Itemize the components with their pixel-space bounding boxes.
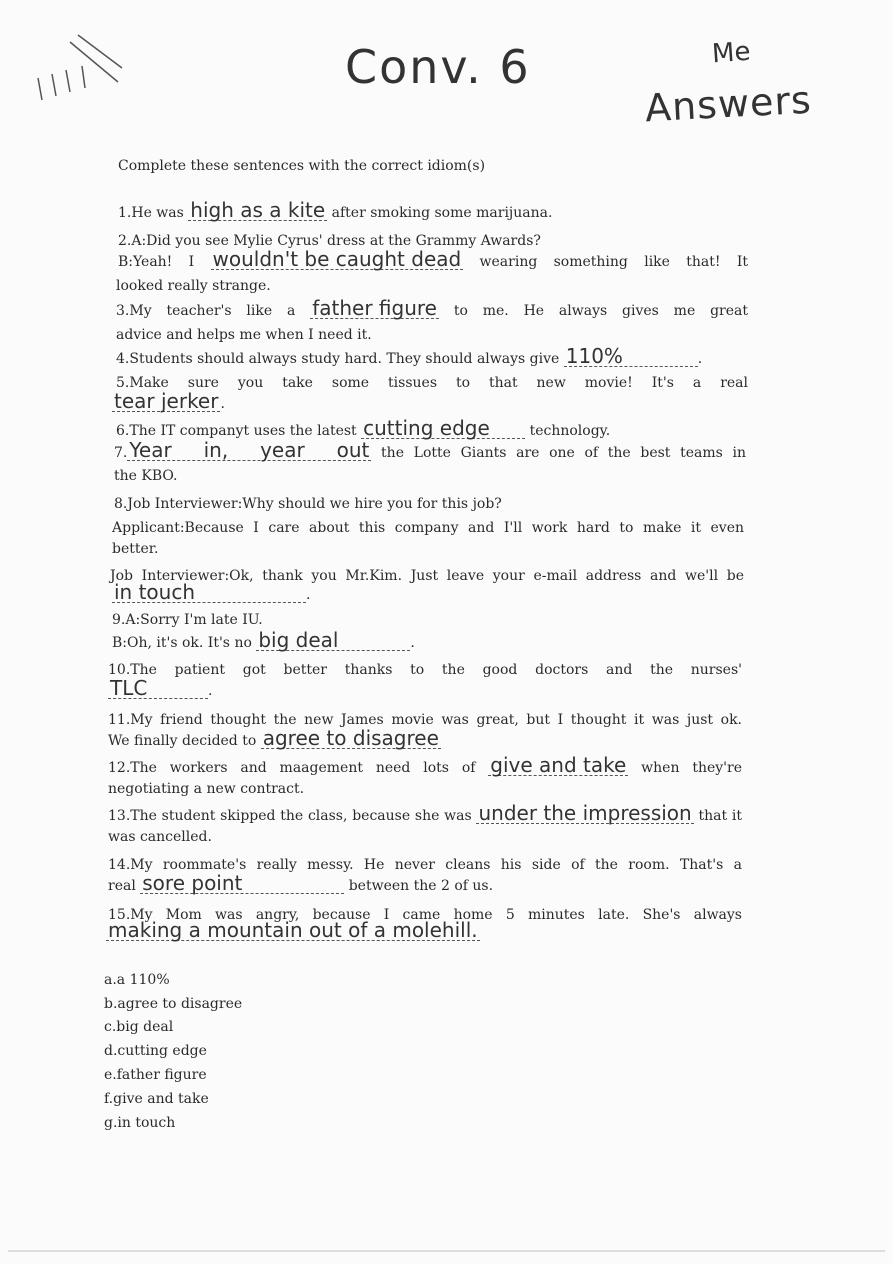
question-3 [116, 298, 748, 319]
q9-answer: big deal [256, 630, 410, 651]
q9-text: B:Oh, it's ok. It's no [112, 635, 252, 651]
q2-answer: wouldn't be caught dead [212, 247, 462, 271]
q8-line-a: 8.Job Interviewer:Why should we hire you for this job? [114, 496, 502, 512]
q11-answer: agree to disagree [262, 726, 439, 750]
page-title: Conv. 6 [345, 40, 531, 94]
q14-answer: sore point [140, 873, 344, 894]
question-13 [108, 803, 742, 824]
q5-answer-line [112, 391, 225, 412]
question-14 [108, 873, 493, 894]
question-2 [118, 249, 748, 270]
q8-answer: in touch [112, 582, 306, 603]
q6-answer: cutting edge [361, 418, 525, 439]
question-12 [108, 755, 742, 776]
q7-cont: the KBO. [114, 468, 178, 484]
q2-cont: looked really strange. [116, 278, 271, 294]
q2-text-post: wearing something like that! It [479, 254, 748, 270]
option-e: e.father figure [104, 1067, 207, 1083]
q3-text-post: to me. He always gives me great [453, 303, 749, 319]
q12-cont: negotiating a new contract. [108, 781, 305, 797]
q9-text-post: . [410, 635, 415, 651]
question-11 [108, 728, 441, 749]
q13-cont: was cancelled. [108, 829, 212, 845]
question-6 [116, 418, 610, 439]
q10-answer-line [108, 678, 212, 699]
q3-text: 3.My teacher's like a [116, 303, 296, 319]
q15-line-a: 15.My Mom was angry, because I came home 5 minutes late. She's always [108, 907, 742, 923]
question-5: 5.Make sure you take some tissues to that new movie! It's a real [116, 375, 748, 391]
option-g: g.in touch [104, 1115, 176, 1131]
q4-answer: 110% [564, 346, 698, 367]
q7-text: 7. [114, 445, 128, 461]
q1-text-post: after smoking some marijuana. [331, 205, 553, 221]
q6-text-post: technology. [529, 423, 611, 439]
q7-text-post: the Lotte Giants are one of the best teams in [381, 445, 746, 461]
question-10: 10.The patient got better thanks to the good doctors and the nurses' [108, 662, 742, 678]
q4-text-post: . [697, 351, 703, 367]
q5-answer: tear jerker [114, 389, 219, 413]
question-1 [118, 200, 552, 221]
q8-text-post: . [306, 587, 311, 603]
option-d: d.cutting edge [104, 1043, 207, 1059]
q4-text: 4.Students should always study hard. They should always give [116, 351, 560, 367]
q2-line-a: 2.A:Did you see Mylie Cyrus' dress at the Grammy Awards? [118, 233, 541, 249]
scratch-marks [30, 30, 125, 105]
q3-cont: advice and helps me when I need it. [116, 327, 372, 343]
q10-text-post: . [208, 683, 213, 699]
note-answers: Answers [643, 77, 813, 131]
q3-answer: father figure [312, 296, 437, 320]
q13-text: 13.The student skipped the class, because she was [108, 808, 472, 824]
q12-text: 12.The workers and maagement need lots of [108, 760, 476, 776]
q7-answer: Year in, year out [129, 438, 370, 462]
option-b: b.agree to disagree [104, 996, 243, 1012]
option-f: f.give and take [104, 1091, 209, 1107]
q9-line-a: 9.A:Sorry I'm late IU. [112, 612, 263, 628]
q10-answer: TLC [108, 678, 208, 699]
q15-answer: making a mountain out of a molehill. [108, 918, 478, 942]
q11-line-a: 11.My friend thought the new James movie was great, but I thought it was just ok. [108, 712, 742, 728]
q8-line-d: Job Interviewer:Ok, thank you Mr.Kim. Just leave your e-mail address and we'll be [110, 568, 744, 584]
q11-text: We finally decided to [108, 733, 257, 749]
question-4 [116, 346, 702, 367]
q14-text-post: between the 2 of us. [348, 878, 494, 894]
q8-answer-line [112, 582, 310, 603]
q12-answer: give and take [490, 753, 627, 777]
q14-line-a: 14.My roommate's really messy. He never cleans his side of the room. That's a [108, 857, 742, 873]
q5-text-post: . [220, 396, 225, 412]
q12-text-post: when they're [641, 760, 742, 776]
note-me: Me [711, 36, 752, 70]
q1-answer: high as a kite [190, 198, 326, 222]
question-7 [114, 440, 746, 461]
q13-text-post: that it [698, 808, 742, 824]
question-9 [112, 630, 415, 651]
option-a: a.a 110% [104, 972, 170, 988]
q8-line-b: Applicant:Because I care about this company and I'll work hard to make it even [112, 520, 744, 536]
q8-line-c: better. [112, 541, 159, 557]
q2-text: B:Yeah! I [118, 254, 195, 270]
q6-text: 6.The IT companyt uses the latest [116, 423, 357, 439]
q1-text: 1.He was [118, 205, 184, 221]
q13-answer: under the impression [478, 801, 692, 825]
q14-text: real [108, 878, 136, 894]
instructions: Complete these sentences with the correct idiom(s) [118, 158, 486, 174]
page-bottom-edge [8, 1250, 885, 1252]
question-15 [106, 920, 480, 941]
option-c: c.big deal [104, 1019, 174, 1035]
